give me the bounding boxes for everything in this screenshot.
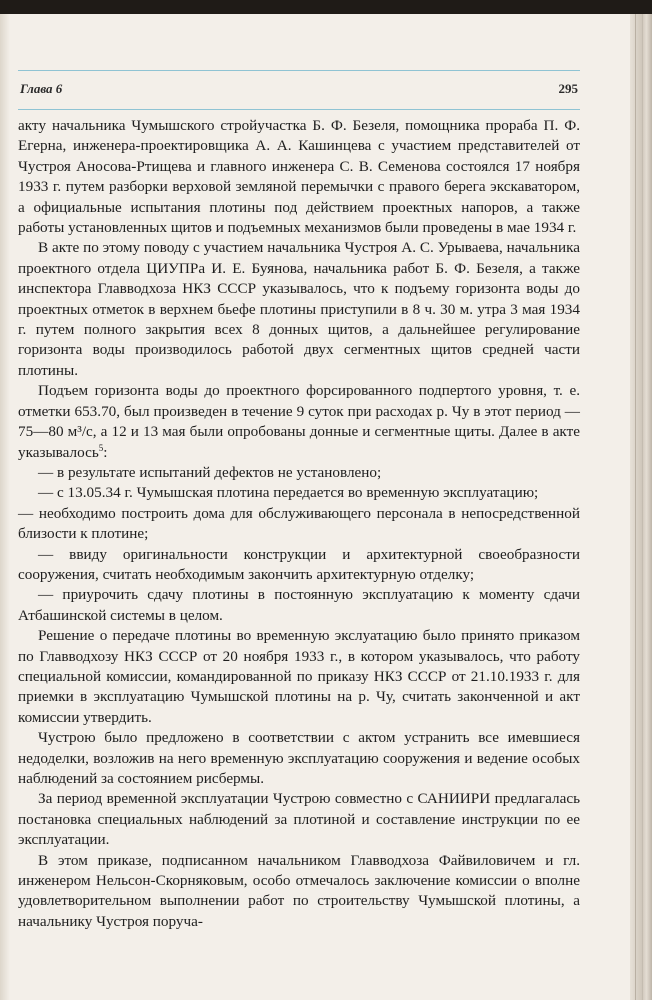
scan-top-border [0,0,652,14]
list-item: — необходимо построить дома для обслуживающего персонала в непосредственной близости к плотине; [18,504,580,543]
page-number: 295 [558,81,578,96]
paragraph: актy начальника Чумышского стройучастка Б. Ф. Безеля, помощника прораба П. Ф. Егерна, инженера-проектировщика А. А. Кашинцева с участием представителей от Чустроя Аносова-Ртищева и главного инженера С. В. Семенова состоялся 17 ноября 1933 г. путем разборки верховой земляной перемычки с правого берега экскаватором, а официальные испытания плотины под действием проектных напоров, а также работы установленных щитов и подъемных механизмов были проведены в мае 1934 г. [18,117,580,237]
paragraph-text: Подъем горизонта воды до проектного форсированного подпертого уровня, т. е. отметки 653.70, был произведен в течение 9 суток при расходах р. Чу в этот период —75—80 м³/с, а 12 и 13 мая были опробованы донные и сегментные щиты. Далее в акте указывалось [18,382,580,461]
page-left-shadow [0,14,10,1000]
running-header [18,70,580,110]
list-item: — с 13.05.34 г. Чумышская плотина передается во временную эксплуатацию; [38,484,539,502]
paragraph [18,381,580,463]
book-page-edges [630,14,652,1000]
footnote-colon: : [103,443,108,461]
list-item: — в результате испытаний дефектов не установлено; [38,463,382,481]
footnote-reference: 5 [98,442,104,453]
paragraph: За период временной эксплуатации Чустрою совместно с САНИИРИ предлагалась постановка специальных наблюдений за плотиной и составление инструкции по ее эксплуатации. [18,790,580,849]
chapter-label: Глава 6 [20,81,63,96]
list-item: — ввиду оригинальности конструкции и архитектурной своеобразности сооружения, считать необходимым закончить архитектурную отделку; [18,545,580,583]
paragraph: Решение о передаче плотины во временную экслуатацию было принято приказом по Главводхозу НКЗ СССР от 20 ноября 1933 г., в котором указывалось, что работу специальной комиссии, командированной по приказу НКЗ СССР от 21.10.1933 г. для приемки в эксплуатацию Чумышской плотины на р. Чу, считать законченной и акт комиссии утвердить. [18,627,580,726]
body-text [18,116,580,932]
paragraph: В этом приказе, подписанном начальником Главводхоза Файвиловичем и гл. инженером Нельсон-Скорняковым, особо отмечалось заключение комиссии о вполне удовлетворительном выполнении работ по строительству Чумышской плотины, а начальнику Чустроя поруча- [18,851,580,930]
paragraph: В акте по этому поводу с участием начальника Чустроя А. С. Урываева, начальника проектного отдела ЦИУПРа И. Е. Буянова, начальника работ Б. Ф. Безеля, а также инспектора Главводхоза НКЗ СССР указывалось, что к подъему горизонта воды до проектных отметок в верхнем бьефе плотины приступили в 8 ч. 30 м. утра 3 мая 1934 г. путем полного закрытия всех 8 донных щитов, а дальнейшее регулирование горизонта воды производилось работой двух сегментных щитов средней части плотины. [18,239,580,379]
paragraph: Чустрою было предложено в соответствии с актом устранить все имевшиеся недоделки, возложив на него временную эксплуатацию сооружения и ведение особых наблюдений за состоянием рисбермы. [18,729,580,787]
list-item: — приурочить сдачу плотины в постоянную эксплуатацию к моменту сдачи Атбашинской системы в целом. [18,586,580,624]
